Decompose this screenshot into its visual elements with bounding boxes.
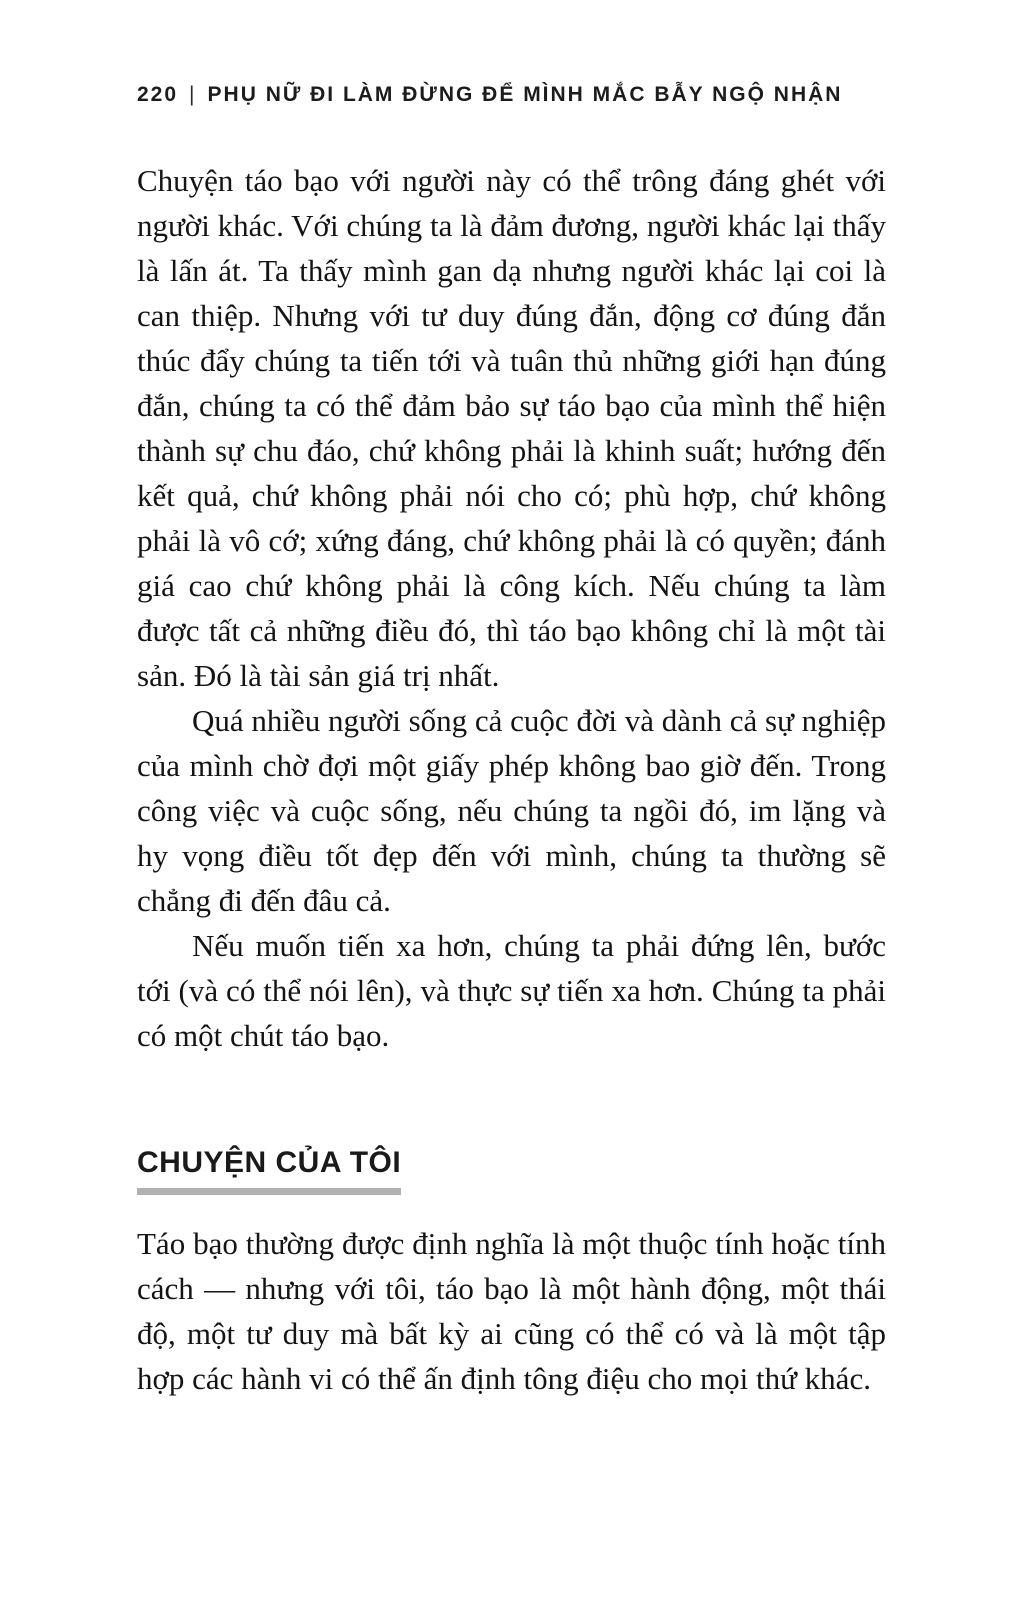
book-title: PHỤ NỮ ĐI LÀM ĐỪNG ĐỂ MÌNH MẮC BẪY NGỘ NHẬN (207, 83, 843, 106)
section-body-block (137, 1221, 886, 1401)
page-number: 220 (137, 83, 179, 106)
body-paragraph: Nếu muốn tiến xa hơn, chúng ta phải đứng lên, bước tới (và có thể nói lên), và thực sự tiến xa hơn. Chúng ta phải có một chút táo bạo. (137, 928, 886, 1053)
body-paragraph: Táo bạo thường được định nghĩa là một thuộc tính hoặc tính cách — nhưng với tôi, táo bạo là một hành động, một thái độ, một tư duy mà bất kỳ ai cũng có thể có và là một tập hợp các hành vi có thể ấn định tông điệu cho mọi thứ khác. (137, 1226, 886, 1396)
body-paragraph: Chuyện táo bạo với người này có thể trông đáng ghét với người khác. Với chúng ta là đảm đương, người khác lại thấy là lấn át. Ta thấy mình gan dạ nhưng người khác lại coi là can thiệp. Nhưng với tư duy đúng đắn, động cơ đúng đắn thúc đẩy chúng ta tiến tới và tuân thủ những giới hạn đúng đắn, chúng ta có thể đảm bảo sự táo bạo của mình thể hiện thành sự chu đáo, chứ không phải là khinh suất; hướng đến kết quả, chứ không phải nói cho có; phù hợp, chứ không phải là vô cớ; xứng đáng, chứ không phải là có quyền; đánh giá cao chứ không phải là công kích. Nếu chúng ta làm được tất cả những điều đó, thì táo bạo không chỉ là một tài sản. Đó là tài sản giá trị nhất. (137, 163, 886, 693)
running-header (137, 82, 886, 108)
header-separator: | (189, 83, 197, 106)
body-paragraph: Quá nhiều người sống cả cuộc đời và dành cả sự nghiệp của mình chờ đợi một giấy phép không bao giờ đến. Trong công việc và cuộc sống, nếu chúng ta ngồi đó, im lặng và hy vọng điều tốt đẹp đến với mình, chúng ta thường sẽ chẳng đi đến đâu cả. (137, 703, 886, 918)
section-heading: CHUYỆN CỦA TÔI (137, 1144, 401, 1195)
body-text-block (137, 158, 886, 1058)
